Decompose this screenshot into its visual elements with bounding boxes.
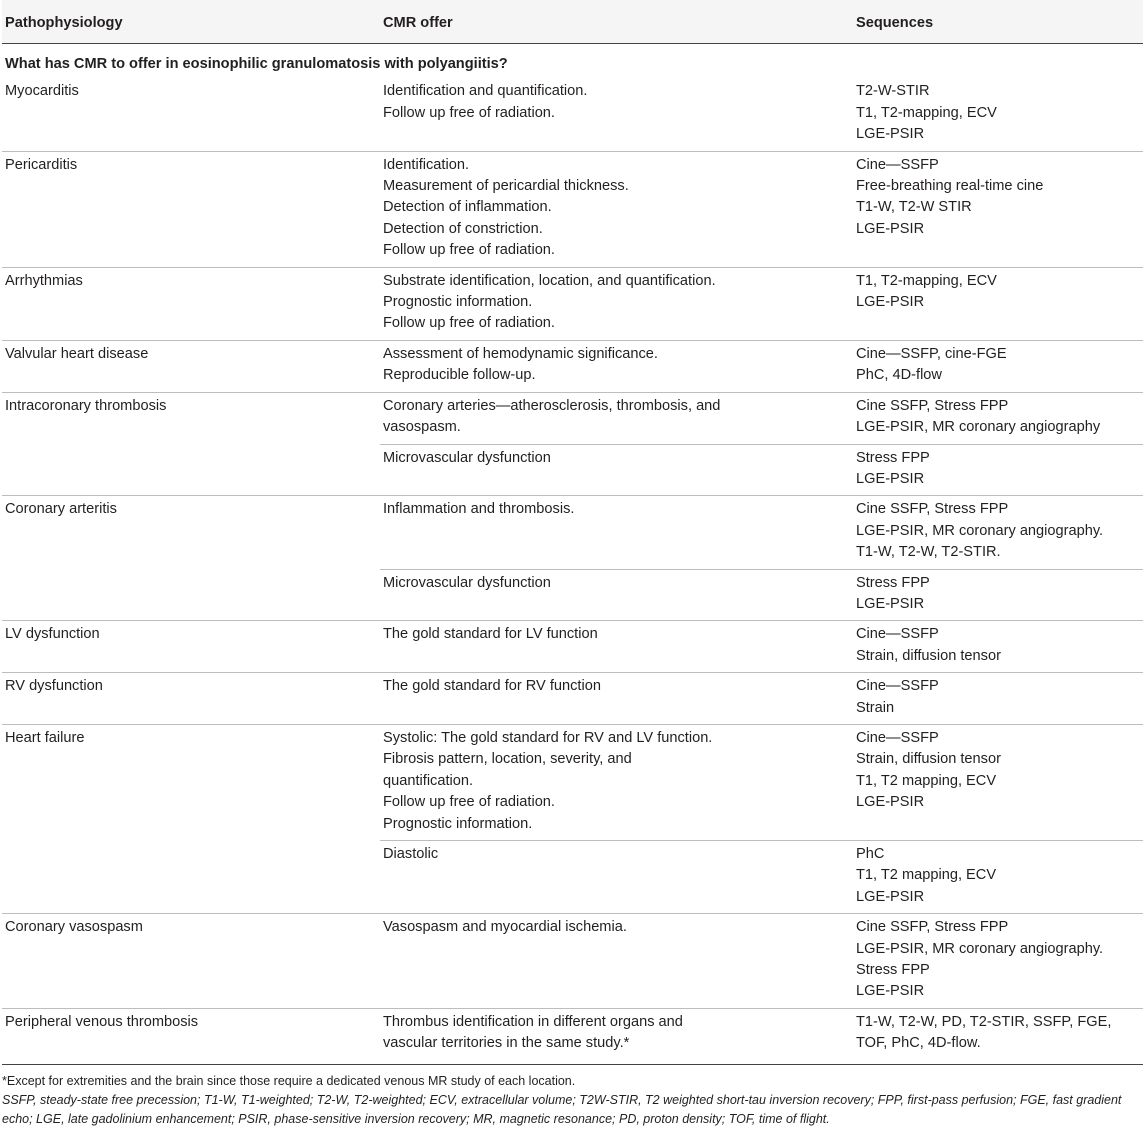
sequence-line: T1-W, T2-W, PD, T2-STIR, SSFP, FGE, xyxy=(856,1013,1112,1030)
table-row xyxy=(2,1008,1143,1064)
cell-sequences xyxy=(853,621,1143,673)
offer-line: Fibrosis pattern, location, severity, and xyxy=(383,751,632,768)
table-row xyxy=(2,78,1143,151)
sequence-line: LGE-PSIR xyxy=(856,983,925,1000)
offer-line: Vasospasm and myocardial ischemia. xyxy=(383,919,627,936)
sequence-line: T1, T2-mapping, ECV xyxy=(856,104,997,121)
offer-line: Detection of constriction. xyxy=(383,220,543,237)
sequence-line: LGE-PSIR xyxy=(856,220,925,237)
sequence-line: LGE-PSIR xyxy=(856,888,925,905)
offer-line: Detection of inflammation. xyxy=(383,199,552,216)
cell-cmr-offer xyxy=(380,151,853,267)
cell-pathophysiology xyxy=(2,569,380,621)
cell-cmr-offer xyxy=(380,496,853,569)
offer-line: Measurement of pericardial thickness. xyxy=(383,178,629,195)
sequence-line: Cine—SSFP xyxy=(856,729,939,746)
offer-line: Systolic: The gold standard for RV and LV function. xyxy=(383,729,713,746)
offer-line: Identification. xyxy=(383,156,469,173)
offer-line: Substrate identification, location, and quantification. xyxy=(383,272,716,289)
offer-line: Follow up free of radiation. xyxy=(383,794,555,811)
sequence-line: Cine—SSFP xyxy=(856,156,939,173)
sequence-line: LGE-PSIR xyxy=(856,126,925,143)
section-row xyxy=(2,44,1143,79)
cell-sequences xyxy=(853,724,1143,840)
cell-pathophysiology: Myocarditis xyxy=(5,83,79,100)
cell-pathophysiology: Peripheral venous thrombosis xyxy=(2,1008,380,1064)
cell-sequences xyxy=(853,914,1143,1009)
table-row xyxy=(2,496,1143,569)
cell-sequences xyxy=(853,267,1143,340)
table-row xyxy=(2,392,1143,444)
table-row xyxy=(2,914,1143,1009)
cell-pathophysiology: Intracoronary thrombosis xyxy=(2,392,380,444)
offer-line: The gold standard for RV function xyxy=(383,678,601,695)
offer-line: The gold standard for LV function xyxy=(383,626,598,643)
cell-cmr-offer xyxy=(380,78,853,151)
sequence-line: PhC xyxy=(856,846,885,862)
cell-pathophysiology: LV dysfunction xyxy=(2,621,380,673)
sequence-line: T2-W-STIR xyxy=(856,83,930,100)
sequence-line: Cine—SSFP xyxy=(856,626,939,643)
cell-cmr-offer xyxy=(380,841,853,914)
sequence-line: Stress FPP xyxy=(856,574,930,591)
sequence-line: Cine SSFP, Stress FPP xyxy=(856,919,1009,936)
offer-line: Thrombus identification in different organs and xyxy=(383,1013,683,1030)
sequence-line: T1, T2 mapping, ECV xyxy=(856,867,997,884)
table-row xyxy=(2,569,1143,621)
footnotes xyxy=(2,1072,1143,1129)
cell-pathophysiology: RV dysfunction xyxy=(2,673,380,725)
cell-cmr-offer xyxy=(380,569,853,621)
cell-sequences xyxy=(853,496,1143,569)
cell-sequences xyxy=(853,569,1143,621)
offer-line: Follow up free of radiation. xyxy=(383,315,555,332)
table-row xyxy=(2,151,1143,267)
cell-pathophysiology: Coronary vasospasm xyxy=(2,914,380,1009)
offer-line: Microvascular dysfunction xyxy=(383,574,551,591)
offer-line: Reproducible follow-up. xyxy=(383,367,536,384)
sequence-line: TOF, PhC, 4D-flow. xyxy=(856,1035,981,1052)
cell-sequences xyxy=(853,340,1143,392)
cell-cmr-offer xyxy=(380,267,853,340)
cell-pathophysiology: Heart failure xyxy=(2,724,380,840)
sequence-line: T1, T2 mapping, ECV xyxy=(856,772,997,789)
cell-pathophysiology: Valvular heart disease xyxy=(2,340,380,392)
offer-line: Microvascular dysfunction xyxy=(383,449,551,466)
sequence-line: LGE-PSIR, MR coronary angiography. xyxy=(856,940,1104,957)
sequence-line: Cine SSFP, Stress FPP xyxy=(856,501,1009,518)
footnote-abbreviations: SSFP, steady-state free precession; T1-W, T1-weighted; T2-W, T2-weighted; ECV, extracellular volume; T2W-STIR, T2 weighted short-tau inversion recovery; FPP, first-pass perfusion; FGE, fast gradient echo; LGE, late gadolinium enhancement; PSIR, phase-sensitive inversion recovery; MR, magnetic resonance; PD, proton density; TOF, time of flight. xyxy=(2,1092,1122,1126)
cell-cmr-offer xyxy=(380,444,853,496)
sequence-line: Cine SSFP, Stress FPP xyxy=(856,397,1009,414)
offer-line: Follow up free of radiation. xyxy=(383,242,555,259)
sequence-line: LGE-PSIR xyxy=(856,470,925,487)
cell-cmr-offer xyxy=(380,1008,853,1064)
cell-cmr-offer xyxy=(380,340,853,392)
cell-sequences xyxy=(853,392,1143,444)
table-row xyxy=(2,841,1143,914)
sequence-line: Strain, diffusion tensor xyxy=(856,751,1001,768)
sequence-line: Cine—SSFP xyxy=(856,678,939,695)
offer-line: Prognostic information. xyxy=(383,294,533,311)
sequence-line: Cine—SSFP, cine-FGE xyxy=(856,345,1007,362)
cell-sequences xyxy=(853,673,1143,725)
sequence-line: Strain xyxy=(856,699,895,716)
table-body xyxy=(2,44,1143,1065)
sequence-line: LGE-PSIR, MR coronary angiography xyxy=(856,419,1101,436)
header-cmr-offer: CMR offer xyxy=(380,0,853,44)
cell-cmr-offer xyxy=(380,392,853,444)
header-sequences: Sequences xyxy=(853,0,1143,44)
sequence-line: PhC, 4D-flow xyxy=(856,367,942,384)
cell-sequences xyxy=(853,1008,1143,1064)
cell-sequences xyxy=(853,444,1143,496)
offer-line: Diastolic xyxy=(383,846,439,862)
offer-line: vascular territories in the same study.* xyxy=(383,1035,630,1052)
table-row xyxy=(2,267,1143,340)
sequence-line: LGE-PSIR xyxy=(856,595,925,612)
sequence-line: LGE-PSIR xyxy=(856,794,925,811)
cell-sequences xyxy=(853,151,1143,267)
sequence-line: Stress FPP xyxy=(856,962,930,979)
sequence-line: Strain, diffusion tensor xyxy=(856,647,1001,664)
offer-line: vasospasm. xyxy=(383,419,461,436)
sequence-line: T1-W, T2-W STIR xyxy=(856,199,972,216)
header-pathophysiology: Pathophysiology xyxy=(2,0,380,44)
offer-line: Prognostic information. xyxy=(383,815,533,832)
cell-cmr-offer xyxy=(380,621,853,673)
table-row xyxy=(2,724,1143,840)
sequence-line: LGE-PSIR xyxy=(856,294,925,311)
header-row xyxy=(2,0,1143,44)
sequence-line: T1-W, T2-W, T2-STIR. xyxy=(856,544,1001,561)
cell-cmr-offer xyxy=(380,673,853,725)
table-row xyxy=(2,444,1143,496)
offer-line: Inflammation and thrombosis. xyxy=(383,501,575,518)
cell-pathophysiology xyxy=(2,444,380,496)
cell-pathophysiology: Arrhythmias xyxy=(2,267,380,340)
table-row xyxy=(2,621,1143,673)
offer-line: Assessment of hemodynamic significance. xyxy=(383,345,658,362)
offer-line: quantification. xyxy=(383,772,474,789)
offer-line: Coronary arteries—atherosclerosis, thrombosis, and xyxy=(383,397,721,414)
table-row xyxy=(2,340,1143,392)
cell-cmr-offer xyxy=(380,914,853,1009)
table-row xyxy=(2,673,1143,725)
footnote-asterisk: *Except for extremities and the brain since those require a dedicated venous MR study of each location. xyxy=(2,1073,576,1088)
cell-pathophysiology: Pericarditis xyxy=(2,151,380,267)
cell-pathophysiology xyxy=(2,841,380,914)
offer-line: Follow up free of radiation. xyxy=(383,104,555,121)
sequence-line: LGE-PSIR, MR coronary angiography. xyxy=(856,522,1104,539)
cell-sequences xyxy=(853,841,1143,914)
cell-cmr-offer xyxy=(380,724,853,840)
cmr-table xyxy=(2,0,1143,1065)
cell-pathophysiology: Coronary arteritis xyxy=(2,496,380,569)
sequence-line: Stress FPP xyxy=(856,449,930,466)
offer-line: Identification and quantification. xyxy=(383,83,588,100)
cell-sequences xyxy=(853,78,1143,151)
sequence-line: T1, T2-mapping, ECV xyxy=(856,272,997,289)
sequence-line: Free-breathing real-time cine xyxy=(856,178,1044,195)
section-title: What has CMR to offer in eosinophilic granulomatosis with polyangiitis? xyxy=(5,56,508,72)
